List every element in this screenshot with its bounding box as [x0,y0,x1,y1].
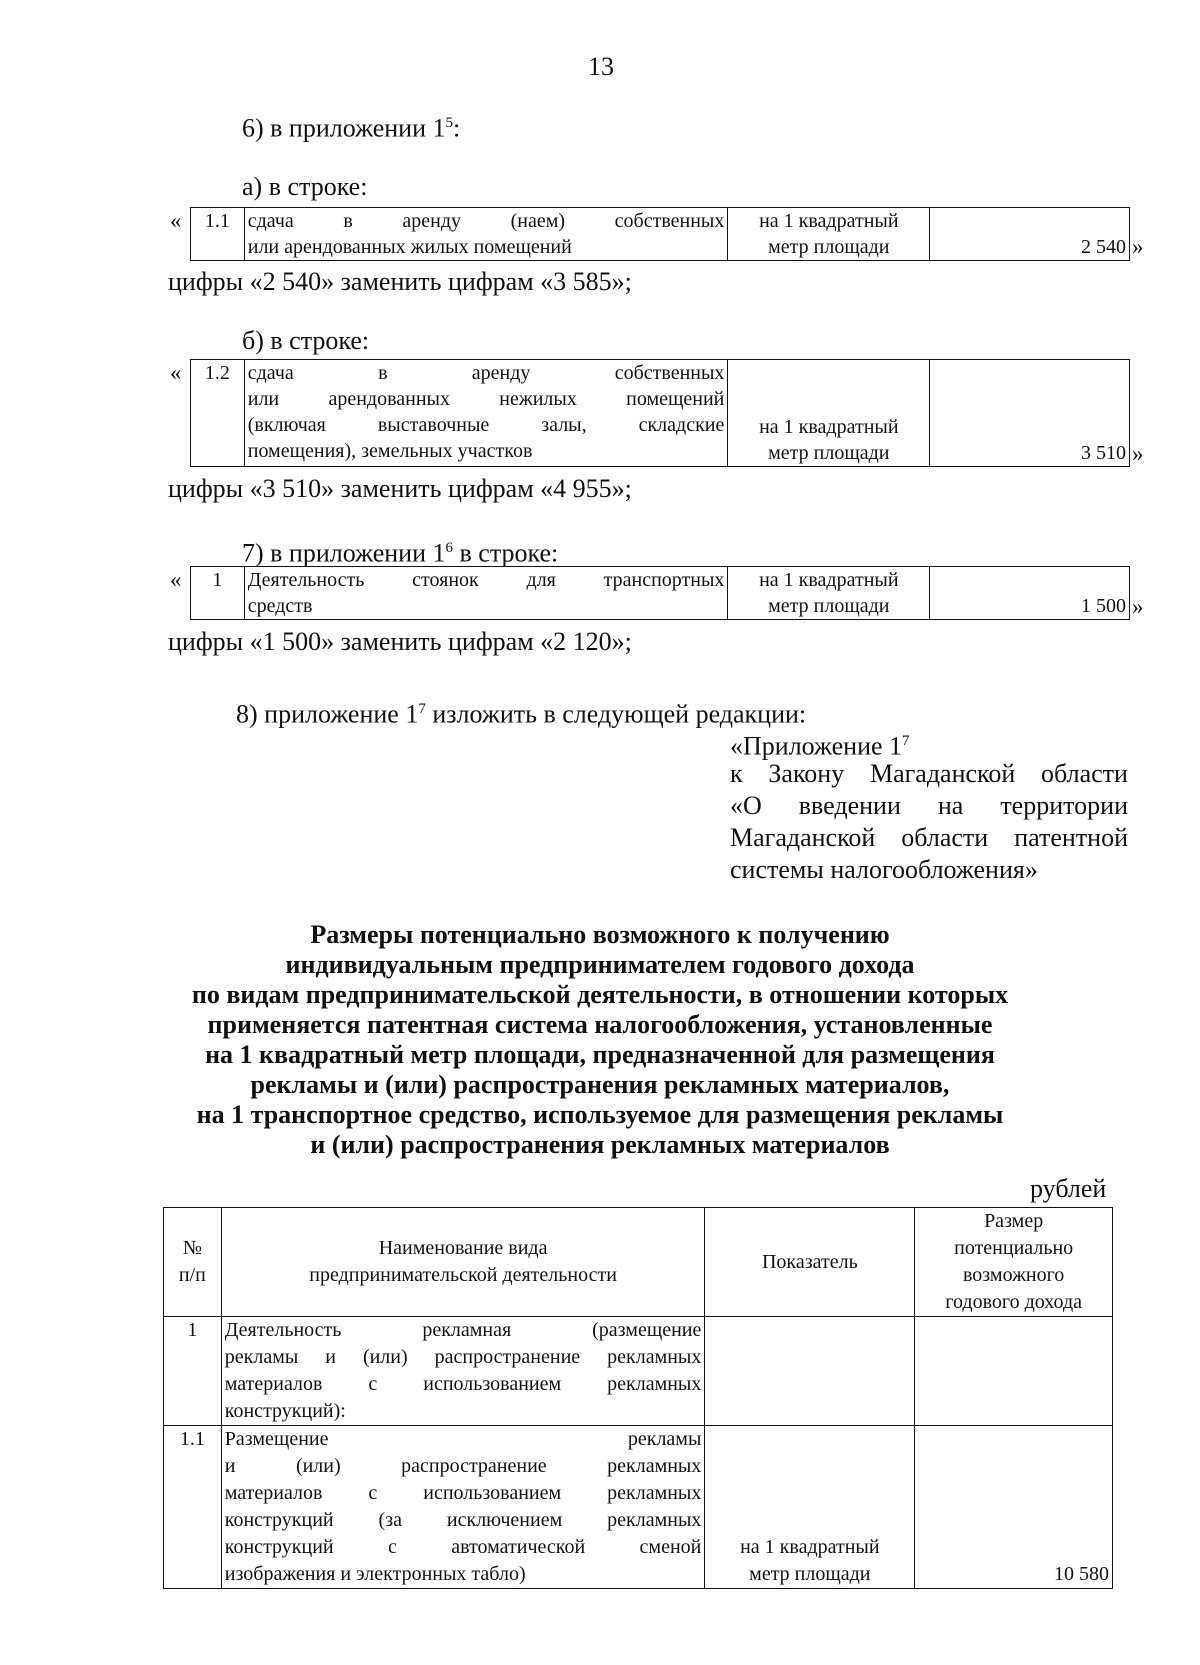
item7-heading-end: в строке: [453,538,559,568]
row-1-num: 1 [164,1317,222,1426]
title-line-6: рекламы и (или) распространения рекламных материалов, [250,1070,950,1099]
word: рекламных [607,1455,702,1477]
appendix-ref-line-4 [730,823,1128,853]
word: в [378,362,388,384]
item7-unit [728,567,930,620]
item7-instruction: цифры «1 500» заменить цифрам «2 120»; [168,627,632,656]
word: собственных [614,362,725,384]
word: выставочные [377,414,490,436]
word: рекламных [607,1373,702,1395]
item7-desc-line-1 [248,567,725,593]
word: автоматической [451,1536,586,1558]
word: распространение [434,1346,581,1368]
word: помещений [626,388,725,410]
item8-heading-text: 8) приложение 1 [236,699,419,729]
word: и [325,1346,336,1368]
title-line-7: на 1 транспортное средство, используемое для размещения рекламы [196,1100,1004,1129]
quote-open-7: « [170,567,182,592]
unit-line-2: метр площади [768,236,890,258]
row-2-name [221,1426,705,1589]
unit-line-2: метр площади [768,595,890,617]
word: к [730,759,743,788]
word: Магаданской [869,759,1016,788]
word: сдача [247,210,294,232]
appendix-ref-line-1 [730,726,910,762]
item7-heading-text: 7) в приложении 1 [242,538,446,568]
header-size [915,1208,1113,1317]
sub-b-row-table [190,359,1130,467]
title-line-2: индивидуальным предпринимателем годового дохода [285,950,915,979]
item6-heading-text: 6) в приложении 1 [242,113,446,143]
word: Деятельность [224,1319,342,1341]
sub-a-value: 2 540 [930,208,1130,261]
name-line [225,1371,702,1398]
header-name [221,1208,705,1317]
unit-line-1: на 1 квадратный [759,569,899,591]
word: для [526,569,556,591]
word: сменой [639,1536,702,1558]
title-line-3: по видам предпринимательской деятельности, в отношении которых [191,980,1009,1009]
word: транспортных [603,569,725,591]
item6-heading [242,108,460,144]
unit-line-2: метр площади [768,442,890,464]
item7-heading-sup: 6 [445,540,453,556]
word: использованием [423,1482,562,1504]
name-line [225,1534,702,1561]
word: территории [1000,791,1128,820]
sub-b-instruction: цифры «3 510» заменить цифрам «4 955»; [168,474,632,503]
sub-a-label: а) в строке: [242,172,368,201]
word: (размещение [592,1319,702,1341]
sub-b-desc-line-1 [248,360,725,386]
row-2-indicator [705,1426,915,1589]
header-name-line-1: Наименование вида [378,1237,548,1259]
appendix-ref-main: «Приложение 1 [730,731,903,761]
sub-b-desc-line-3 [248,412,725,438]
sub-b-desc-line-2 [248,386,725,412]
word: Магаданской [730,823,876,852]
currency-label: рублей [1030,1174,1107,1203]
header-name-line-2: предпринимательской деятельности [309,1264,617,1286]
indicator-line-1: на 1 квадратный [740,1536,880,1558]
word: собственных [614,210,725,232]
word: конструкций [224,1509,334,1531]
word: (или) [362,1346,408,1368]
word: сдача [247,362,294,384]
word: (или) [295,1455,341,1477]
word: рекламных [607,1509,702,1531]
quote-close-b: » [1132,441,1144,466]
header-size-line-4: годового дохода [945,1291,1082,1313]
row-2-value: 10 580 [915,1426,1113,1589]
word: рекламы [224,1346,299,1368]
word: в [343,210,353,232]
header-size-line-1: Размер [984,1210,1044,1232]
sub-a-desc-line-2: или арендованных жилых помещений [247,236,572,258]
item7-value: 1 500 [930,567,1130,620]
sub-a-desc [244,208,728,261]
word: с [368,1482,378,1504]
word: использованием [423,1373,562,1395]
word: рекламы [627,1428,702,1450]
sub-a-unit [728,208,930,261]
word: «О [730,791,762,820]
name-line [225,1507,702,1534]
main-table [163,1207,1113,1589]
appendix-ref-line-5: системы налогообложения» [730,855,1038,884]
title-line-4: применяется патентная система налогообложения, установленные [207,1010,993,1039]
item8-heading-end: изложить в следующей редакции: [425,699,807,729]
item7-row-table [190,566,1130,620]
word: области [1041,759,1128,788]
row-1-indicator [705,1317,915,1426]
header-num-line-2: п/п [178,1264,206,1286]
word: (наем) [510,210,566,232]
word: складские [638,414,725,436]
word: рекламных [607,1346,702,1368]
word: исключением [446,1509,563,1531]
name-line [225,1480,702,1507]
sub-a-row-table [190,207,1130,261]
item6-heading-sup: 5 [445,115,453,131]
word: (включая [247,414,326,436]
word: Закону [768,759,845,788]
page-number: 13 [588,52,614,81]
item8-heading-sup: 7 [418,701,426,717]
word: конструкций [224,1536,334,1558]
main-table-header-row [164,1208,1113,1317]
sub-b-desc-line-4: помещения), земельных участков [247,440,533,462]
name-line [225,1426,702,1453]
item7-num: 1 [191,567,245,620]
sub-a-instruction: цифры «2 540» заменить цифрам «3 585»; [168,267,632,296]
word: и [224,1455,236,1477]
word: с [387,1536,397,1558]
indicator-line-2: метр площади [749,1563,871,1585]
word: нежилых [499,388,577,410]
header-num [164,1208,222,1317]
item7-desc-line-2: средств [247,595,313,617]
quote-close-7: » [1132,594,1144,619]
word: области [901,823,989,852]
word: с [368,1373,378,1395]
header-num-line-1: № [182,1237,202,1259]
word: на [937,791,964,820]
title-line-8: и (или) распространения рекламных материалов [310,1130,890,1159]
sub-b-unit [728,360,930,467]
word: залы, [541,414,587,436]
header-size-line-2: потенциально [954,1237,1074,1259]
sub-a-num: 1.1 [191,208,245,261]
name-line [225,1344,702,1371]
row-1-name [221,1317,705,1426]
header-size-line-3: возможного [962,1264,1065,1286]
word: или [247,388,280,410]
word: патентной [1014,823,1128,852]
word: Деятельность [247,569,365,591]
appendix-ref-line-3 [730,791,1128,821]
header-indicator: Показатель [705,1208,915,1317]
sub-a-desc-line-1 [248,208,725,234]
word: Размещение [224,1428,329,1450]
appendix-ref-line-2 [730,759,1128,789]
unit-line-1: на 1 квадратный [759,210,899,232]
word: материалов [224,1373,323,1395]
table-row [164,1317,1113,1426]
row-2-num: 1.1 [164,1426,222,1589]
item6-heading-end: : [453,113,461,143]
sub-b-value: 3 510 [930,360,1130,467]
sub-b-label: б) в строке: [242,326,370,355]
word: рекламная [422,1319,512,1341]
word: введении [798,791,901,820]
word: рекламных [607,1482,702,1504]
quote-open-b: « [170,360,182,385]
sub-b-num: 1.2 [191,360,245,467]
sub-b-desc [244,360,728,467]
title-line-1: Размеры потенциально возможного к получению [310,920,890,949]
title-line-5: на 1 квадратный метр площади, предназначенной для размещения [205,1040,995,1069]
unit-line-1: на 1 квадратный [759,416,899,438]
item7-heading [242,533,558,569]
row-1-value [915,1317,1113,1426]
word: (за [378,1509,402,1531]
word: аренду [402,210,462,232]
word: арендованных [328,388,450,410]
word: материалов [224,1482,323,1504]
word: стоянок [412,569,479,591]
quote-close-a: » [1132,234,1144,259]
name-line [225,1453,702,1480]
appendix-ref-sup: 7 [902,733,910,749]
name-line [225,1317,702,1344]
quote-open-a: « [170,208,182,233]
item8-heading [236,694,806,730]
name-line: конструкций): [224,1400,346,1422]
item7-desc [244,567,728,620]
name-line: изображения и электронных табло) [224,1563,526,1585]
table-row [164,1426,1113,1589]
word: аренду [471,362,531,384]
word: распространение [401,1455,547,1477]
